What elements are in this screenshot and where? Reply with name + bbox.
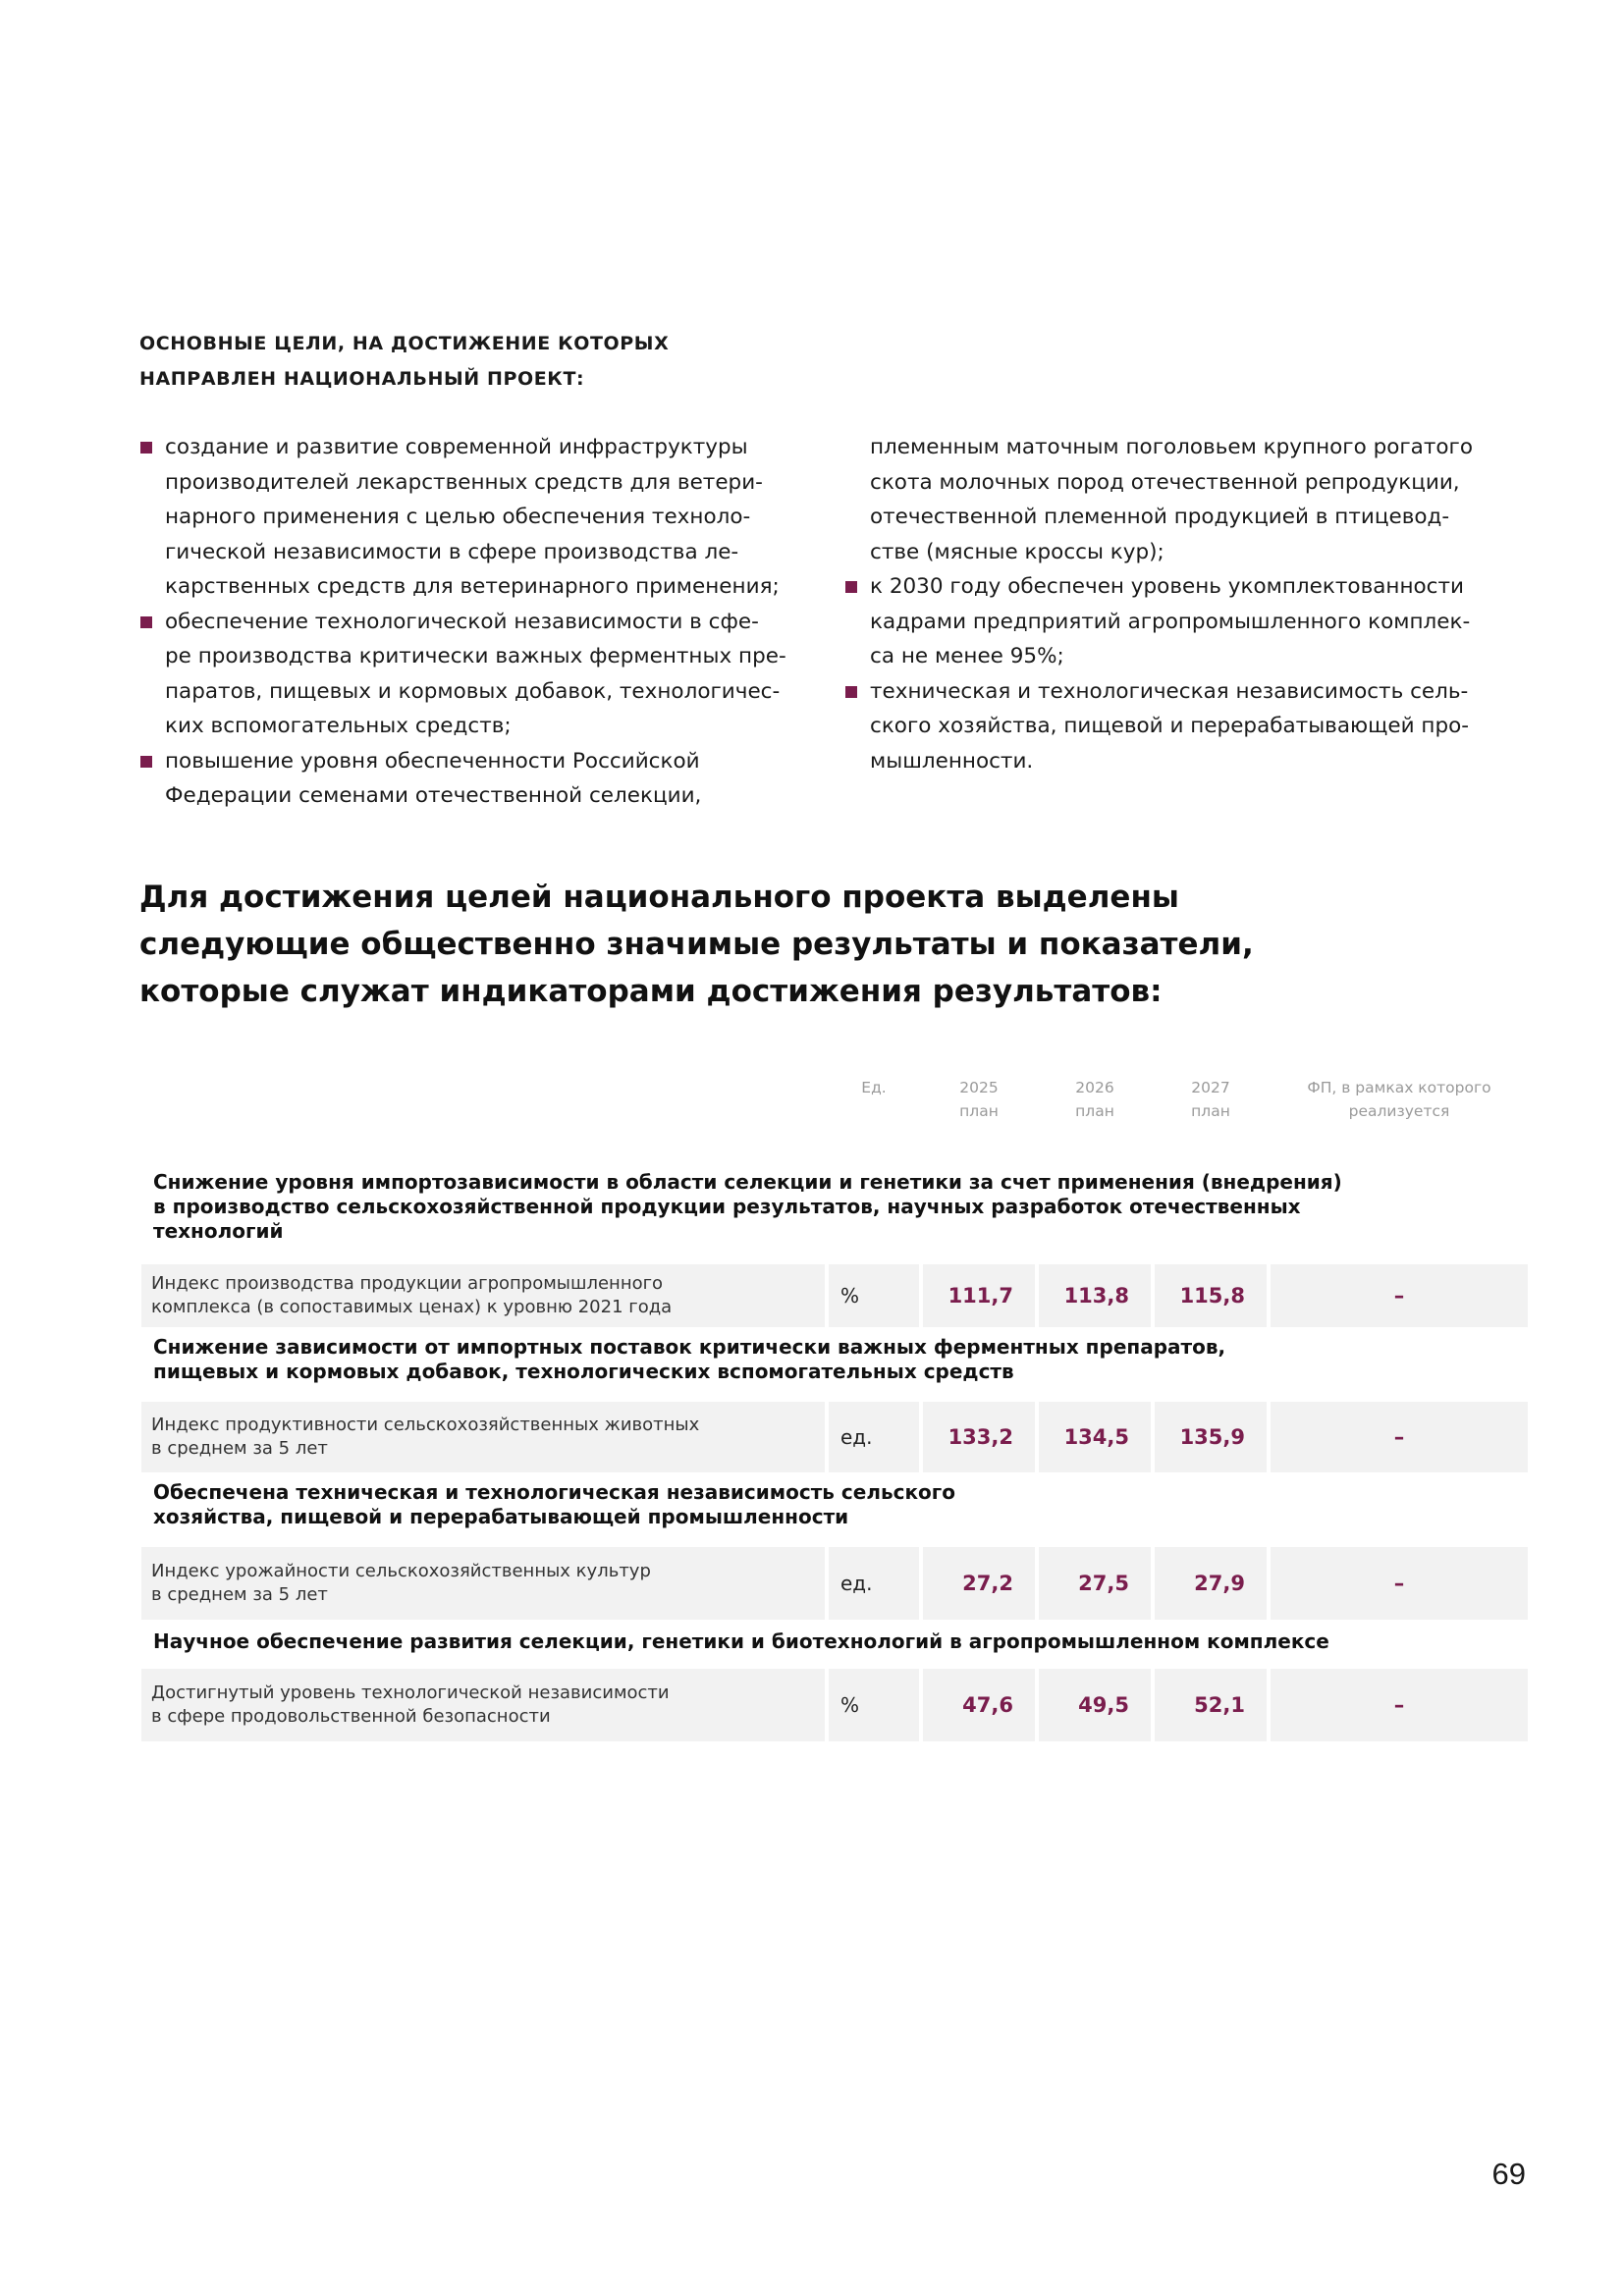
goals-title-line: НАПРАВЛЕН НАЦИОНАЛЬНЫЙ ПРОЕКТ: — [139, 368, 585, 390]
goal-line: ре производства критически важных ферментных пре- — [165, 644, 786, 668]
result-group-title: Снижение зависимости от импортных поставок критически важных ферментных препаратов, пищевых и кормовых добавок, технологических вспомогательных средств — [153, 1335, 1226, 1383]
goals-title-line: ОСНОВНЫЕ ЦЕЛИ, НА ДОСТИЖЕНИЕ КОТОРЫХ — [139, 333, 670, 354]
goal-item-continuation — [844, 430, 1524, 569]
square-bullet-icon — [845, 686, 857, 698]
value-2027: 27,9 — [1155, 1547, 1267, 1620]
results-heading-line: следующие общественно значимые результаты и показатели, — [139, 927, 1254, 962]
value-2025: 133,2 — [923, 1402, 1035, 1472]
goal-line: к 2030 году обеспечен уровень укомплектованности — [870, 574, 1465, 599]
table-row — [141, 1669, 1528, 1741]
results-heading-line: Для достижения целей национального проекта выделены — [139, 880, 1179, 915]
goal-line: повышение уровня обеспеченности Российской — [165, 748, 700, 774]
results-heading-line: которые служат индикаторами достижения результатов: — [139, 974, 1163, 1009]
header-2026: 2026 план — [1075, 1079, 1114, 1120]
value-2026: 113,8 — [1039, 1264, 1151, 1327]
goal-line: производителей лекарственных средств для ветери- — [165, 469, 763, 495]
indicator-name: Индекс продуктивности сельскохозяйственных животных в среднем за 5 лет — [141, 1402, 825, 1472]
goal-item — [139, 430, 819, 605]
goal-line: обеспечение технологической независимости в сфе- — [165, 609, 759, 634]
value-2026: 49,5 — [1039, 1669, 1151, 1741]
goal-line: нарного применения с целью обеспечения техноло- — [165, 505, 751, 529]
results-heading — [139, 874, 1494, 1015]
result-group-title: Обеспечена техническая и технологическая независимость сельского хозяйства, пищевой и перерабатывающей промышленности — [153, 1480, 955, 1528]
square-bullet-icon — [140, 442, 152, 454]
header-unit: Ед. — [861, 1079, 887, 1096]
fp-value: – — [1271, 1547, 1528, 1620]
indicators-table — [141, 1076, 1528, 1727]
header-2025: 2025 план — [959, 1079, 999, 1120]
square-bullet-icon — [140, 756, 152, 768]
goal-item — [139, 744, 819, 814]
goal-line: ского хозяйства, пищевой и перерабатывающей про- — [870, 714, 1470, 738]
goal-item — [844, 674, 1524, 779]
goal-line: стве (мясные кроссы кур); — [870, 539, 1164, 564]
goal-line: гической независимости в сфере производства ле- — [165, 539, 739, 564]
goal-line: Федерации семенами отечественной селекции, — [165, 783, 702, 808]
goal-line: племенным маточным поголовьем крупного рогатого — [870, 435, 1473, 459]
result-group-title: Снижение уровня импортозависимости в области селекции и генетики за счет применения (внедрения) в производство сельскохозяйственной продукции результатов, научных разработок отечественных технологий — [153, 1170, 1342, 1243]
goals-column-right — [844, 430, 1524, 778]
table-row — [141, 1402, 1528, 1472]
page-number: 69 — [1491, 2157, 1526, 2191]
value-2027: 135,9 — [1155, 1402, 1267, 1472]
value-2027: 115,8 — [1155, 1264, 1267, 1327]
indicator-name: Индекс производства продукции агропромышленного комплекса (в сопоставимых ценах) к уровню 2021 года — [141, 1264, 825, 1327]
indicator-unit: % — [829, 1669, 919, 1741]
header-fp: ФП, в рамках которого реализуется — [1307, 1079, 1491, 1120]
value-2025: 27,2 — [923, 1547, 1035, 1620]
indicator-name: Достигнутый уровень технологической независимости в сфере продовольственной безопасности — [141, 1669, 825, 1741]
indicator-unit: % — [829, 1264, 919, 1327]
fp-value: – — [1271, 1402, 1528, 1472]
value-2026: 134,5 — [1039, 1402, 1151, 1472]
square-bullet-icon — [140, 616, 152, 628]
value-2026: 27,5 — [1039, 1547, 1151, 1620]
goal-line: ких вспомогательных средств; — [165, 714, 512, 738]
goals-title — [139, 326, 886, 397]
goal-line: са не менее 95%; — [870, 644, 1064, 668]
table-header — [141, 1076, 1528, 1135]
table-row — [141, 1264, 1528, 1327]
value-2025: 47,6 — [923, 1669, 1035, 1741]
goal-line: паратов, пищевых и кормовых добавок, технологичес- — [165, 678, 781, 704]
goal-line: техническая и технологическая независимость сель- — [870, 678, 1469, 704]
goal-line: создание и развитие современной инфраструктуры — [165, 435, 748, 459]
table-row — [141, 1547, 1528, 1620]
goal-line: кадрами предприятий агропромышленного комплек- — [870, 609, 1471, 634]
goal-item — [139, 605, 819, 744]
indicator-name: Индекс урожайности сельскохозяйственных культур в среднем за 5 лет — [141, 1547, 825, 1620]
indicator-unit: ед. — [829, 1547, 919, 1620]
square-bullet-icon — [845, 581, 857, 593]
value-2025: 111,7 — [923, 1264, 1035, 1327]
goals-column-left — [139, 430, 819, 814]
fp-value: – — [1271, 1669, 1528, 1741]
fp-value: – — [1271, 1264, 1528, 1327]
goal-line: отечественной племенной продукцией в птицевод- — [870, 505, 1450, 529]
goal-item — [844, 569, 1524, 674]
value-2027: 52,1 — [1155, 1669, 1267, 1741]
goal-line: мышленности. — [870, 748, 1034, 774]
goal-line: карственных средств для ветеринарного применения; — [165, 574, 780, 599]
indicator-unit: ед. — [829, 1402, 919, 1472]
header-2027: 2027 план — [1191, 1079, 1230, 1120]
goals-list — [139, 430, 1526, 823]
goal-line: скота молочных пород отечественной репродукции, — [870, 469, 1460, 495]
result-group-title: Научное обеспечение развития селекции, генетики и биотехнологий в агропромышленном комплексе — [153, 1629, 1329, 1653]
